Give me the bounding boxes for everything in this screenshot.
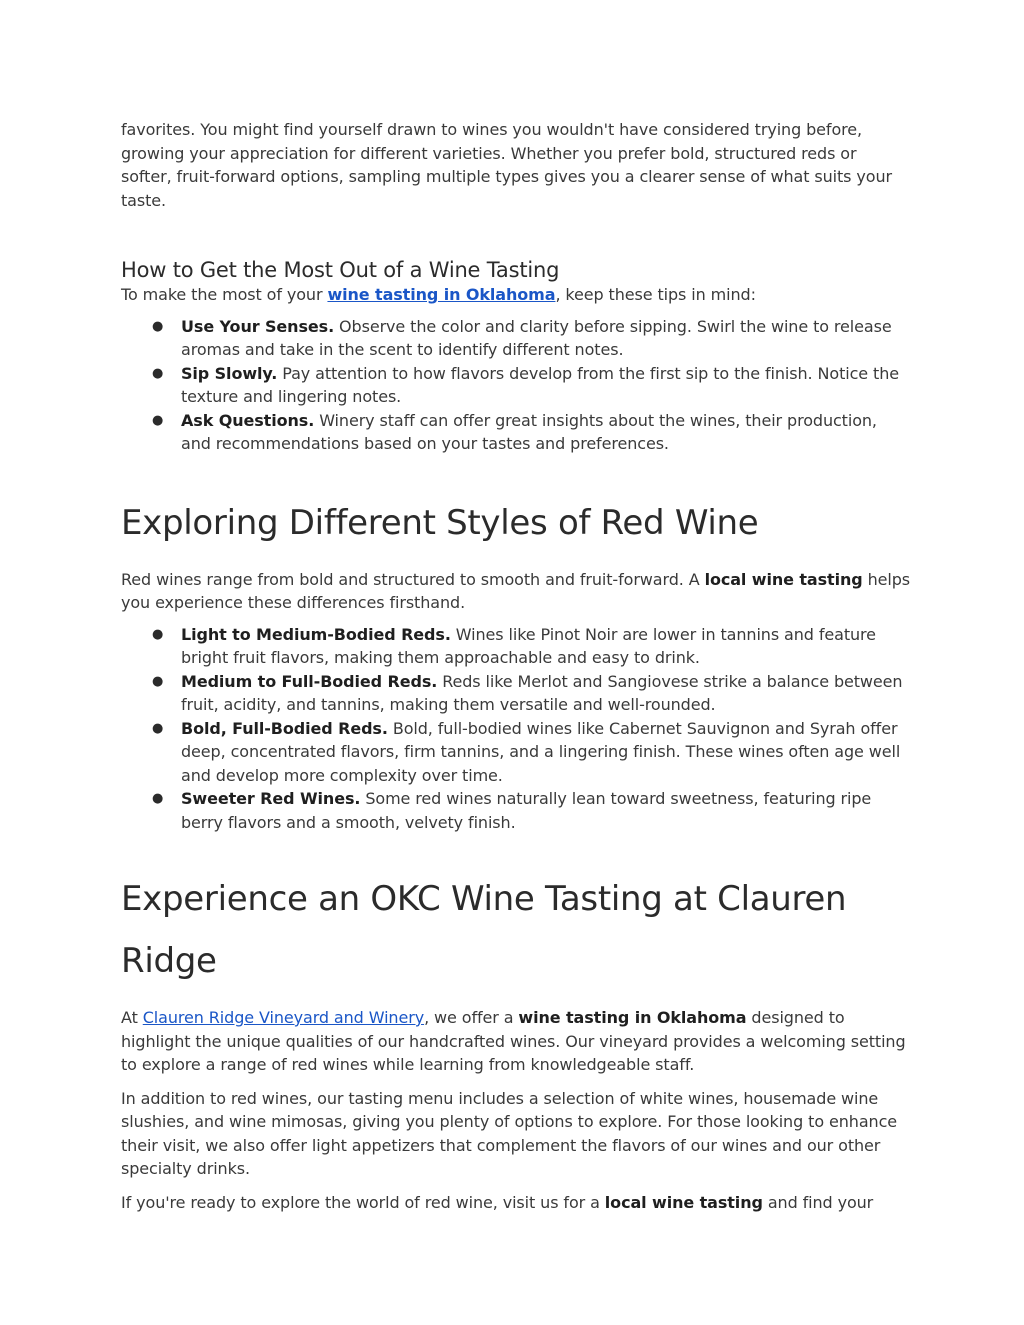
bullet-icon: ●: [152, 412, 164, 428]
list-item: ● Ask Questions. Winery staff can offer great insights about the wines, their production, and recommendations based on your tastes and preferences.: [152, 410, 877, 453]
tips-list: [121, 315, 911, 456]
tips-heading: How to Get the Most Out of a Wine Tasting: [121, 258, 560, 282]
list-item: ● Use Your Senses. Observe the color and clarity before sipping. Swirl the wine to release aromas and take in the scent to identify different notes.: [152, 316, 892, 359]
bullet-icon: ●: [152, 626, 164, 642]
tips-lead: To make the most of your wine tasting in Oklahoma, keep these tips in mind:: [121, 285, 756, 304]
list-item: ● Light to Medium-Bodied Reds. Wines like Pinot Noir are lower in tannins and feature bright fruit flavors, making them approachable and easy to drink.: [152, 624, 876, 667]
intro-paragraph: favorites. You might find yourself drawn to wines you wouldn't have considered trying before, growing your appreciation for different varieties. Whether you prefer bold, structured reds or softer, fruit-forward options, sampling multiple types gives you a clearer sense of what suits your taste.: [121, 120, 892, 210]
styles-list: [121, 623, 911, 835]
experience-paragraph-2: In addition to red wines, our tasting menu includes a selection of white wines, housemade wine slushies, and wine mimosas, giving you plenty of options to explore. For those looking to enhance their visit, we also offer light appetizers that complement the flavors of our wines and our other specialty drinks.: [121, 1088, 898, 1178]
list-item: ● Sip Slowly. Pay attention to how flavors develop from the first sip to the finish. Notice the texture and lingering notes.: [152, 363, 899, 406]
bullet-icon: ●: [152, 791, 164, 806]
list-item: ● Sweeter Red Wines. Some red wines naturally lean toward sweetness, featuring ripe berry flavors and a smooth, velvety finish.: [152, 789, 872, 832]
wine-tasting-oklahoma-link[interactable]: wine tasting in Oklahoma: [327, 285, 556, 304]
styles-lead: Red wines range from bold and structured to smooth and fruit-forward. A local wine tasting helps you experience these differences firsthand.: [121, 569, 911, 612]
bullet-icon: ●: [152, 318, 164, 334]
experience-paragraph-3: If you're ready to explore the world of red wine, visit us for a local wine tasting and find your: [121, 1192, 874, 1212]
list-item: ● Bold, Full-Bodied Reds. Bold, full-bodied wines like Cabernet Sauvignon and Syrah offer deep, concentrated flavors, firm tannins, and a lingering finish. These wines often age well and develop more complexity over time.: [152, 718, 901, 785]
clauren-ridge-link[interactable]: Clauren Ridge Vineyard and Winery: [142, 1008, 425, 1027]
experience-paragraph-1: At Clauren Ridge Vineyard and Winery, we offer a wine tasting in Oklahoma designed to highlight the unique qualities of our handcrafted wines. Our vineyard provides a welcoming setting to explore a range of red wines while learning from knowledgeable staff.: [121, 1008, 906, 1074]
bullet-icon: ●: [152, 365, 164, 381]
list-item: ● Medium to Full-Bodied Reds. Reds like Merlot and Sangiovese strike a balance between fruit, acidity, and tannins, making them versatile and well-rounded.: [152, 671, 903, 714]
bullet-icon: ●: [152, 720, 164, 736]
bullet-icon: ●: [152, 673, 164, 689]
experience-heading: Experience an OKC Wine Tasting at Clauren Ridge: [121, 879, 847, 981]
styles-heading: Exploring Different Styles of Red Wine: [121, 502, 759, 543]
document-page: [121, 118, 911, 1214]
